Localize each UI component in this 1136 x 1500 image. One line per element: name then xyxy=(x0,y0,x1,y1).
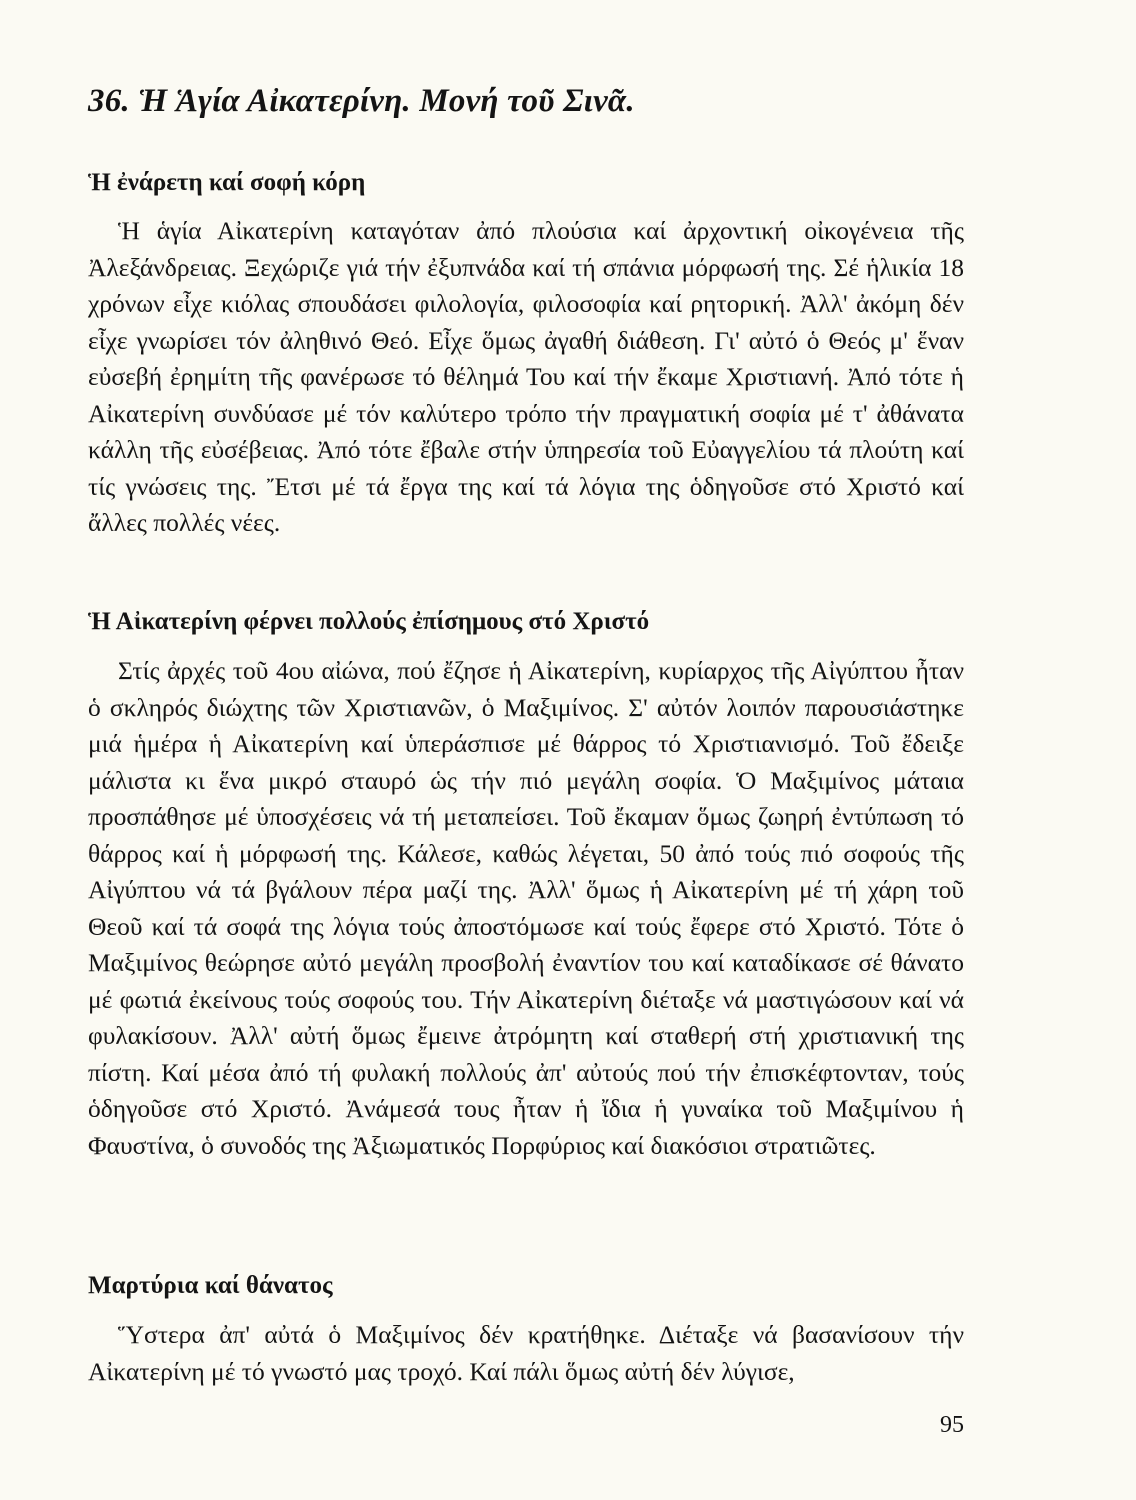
page-number: 95 xyxy=(940,1412,964,1438)
section-paragraph-virtuous-maiden: Ἡ ἁγία Αἰκατερίνη καταγόταν ἀπό πλούσια καί ἀρχοντική οἰκογένεια τῆς Ἀλεξάνδρειας. Ξεχώριζε γιά τήν ἐξυπνάδα καί τή σπάνια μόρφωσή της. Σέ ἡλικία 18 χρόνων εἶχε κιόλας σπουδάσει φιλολογία, φιλοσοφία καί ρητορική. Ἀλλ' ἀκόμη δέν εἶχε γνωρίσει τόν ἀληθινό Θεό. Εἶχε ὅμως ἀγαθή διάθεση. Γι' αὐτό ὁ Θεός μ' ἕναν εὐσεβή ἐρημίτη τῆς φανέρωσε τό θέλημά Του καί τήν ἔκαμε Χριστιανή. Ἀπό τότε ἡ Αἰκατερίνη συνδύασε μέ τόν καλύτερο τρόπο τήν πραγματική σοφία μέ τ' ἀθάνατα κάλλη τῆς εὐσέβειας. Ἀπό τότε ἔβαλε στήν ὑπηρεσία τοῦ Εὐαγγελίου τά πλούτη καί τίς γνώσεις της. Ἔτσι μέ τά ἔργα της καί τά λόγια της ὁδηγοῦσε στό Χριστό καί ἄλλες πολλές νέες. xyxy=(88,216,964,537)
section-heading-martyrdom: Μαρτύρια καί θάνατος xyxy=(88,1272,333,1299)
chapter-title: 36. Ἡ Ἁγία Αἰκατερίνη. Μονή τοῦ Σινᾶ. xyxy=(88,83,635,119)
section-heading-virtuous-maiden: Ἡ ἐνάρετη καί σοφή κόρη xyxy=(88,169,366,196)
section-paragraph-converts-officials: Στίς ἀρχές τοῦ 4ου αἰώνα, πού ἔζησε ἡ Αἰκατερίνη, κυρίαρχος τῆς Αἰγύπτου ἦταν ὁ σκληρός διώχτης τῶν Χριστιανῶν, ὁ Μαξιμίνος. Σ' αὐτόν λοιπόν παρουσιάστηκε μιά ἡμέρα ἡ Αἰκατερίνη καί ὑπεράσπισε μέ θάρρος τό Χριστιανισμό. Τοῦ ἔδειξε μάλιστα κι ἕνα μικρό σταυρό ὡς τήν πιό μεγάλη σοφία. Ὁ Μαξιμίνος μάταια προσπάθησε μέ ὑποσχέσεις νά τή μεταπείσει. Τοῦ ἔκαμαν ὅμως ζωηρή ἐντύπωση τό θάρρος καί ἡ μόρφωσή της. Κάλεσε, καθώς λέγεται, 50 ἀπό τούς πιό σοφούς τῆς Αἰγύπτου νά τά βγάλουν πέρα μαζί της. Ἀλλ' ὅμως ἡ Αἰκατερίνη μέ τή χάρη τοῦ Θεοῦ καί τά σοφά της λόγια τούς ἀποστόμωσε καί τούς ἔφερε στό Χριστό. Τότε ὁ Μαξιμίνος θεώρησε αὐτό μεγάλη προσβολή ἐναντίον του καί καταδίκασε σέ θάνατο μέ φωτιά ἐκείνους τούς σοφούς του. Τήν Αἰκατερίνη διέταξε νά μαστιγώσουν καί νά φυλακίσουν. Ἀλλ' αὐτή ὅμως ἔμεινε ἀτρόμητη καί σταθερή στή χριστιανική της πίστη. Καί μέσα ἀπό τή φυλακή πολλούς ἀπ' αὐτούς πού τήν ἐπισκέφτονταν, τούς ὁδηγοῦσε στό Χριστό. Ἀνάμεσά τους ἦταν ἡ ἴδια ἡ γυναίκα τοῦ Μαξιμίνου ἡ Φαυστίνα, ὁ συνοδός της Ἀξιωματικός Πορφύριος καί διακόσιοι στρατιῶτες. xyxy=(88,656,964,1160)
section-heading-converts-officials: Ἡ Αἰκατερίνη φέρνει πολλούς ἐπίσημους στό Χριστό xyxy=(88,608,650,635)
section-paragraph-martyrdom: Ὕστερα ἀπ' αὐτά ὁ Μαξιμίνος δέν κρατήθηκε. Διέταξε νά βασανίσουν τήν Αἰκατερίνη μέ τό γνωστό μας τροχό. Καί πάλι ὅμως αὐτή δέν λύγισε, xyxy=(88,1320,964,1386)
